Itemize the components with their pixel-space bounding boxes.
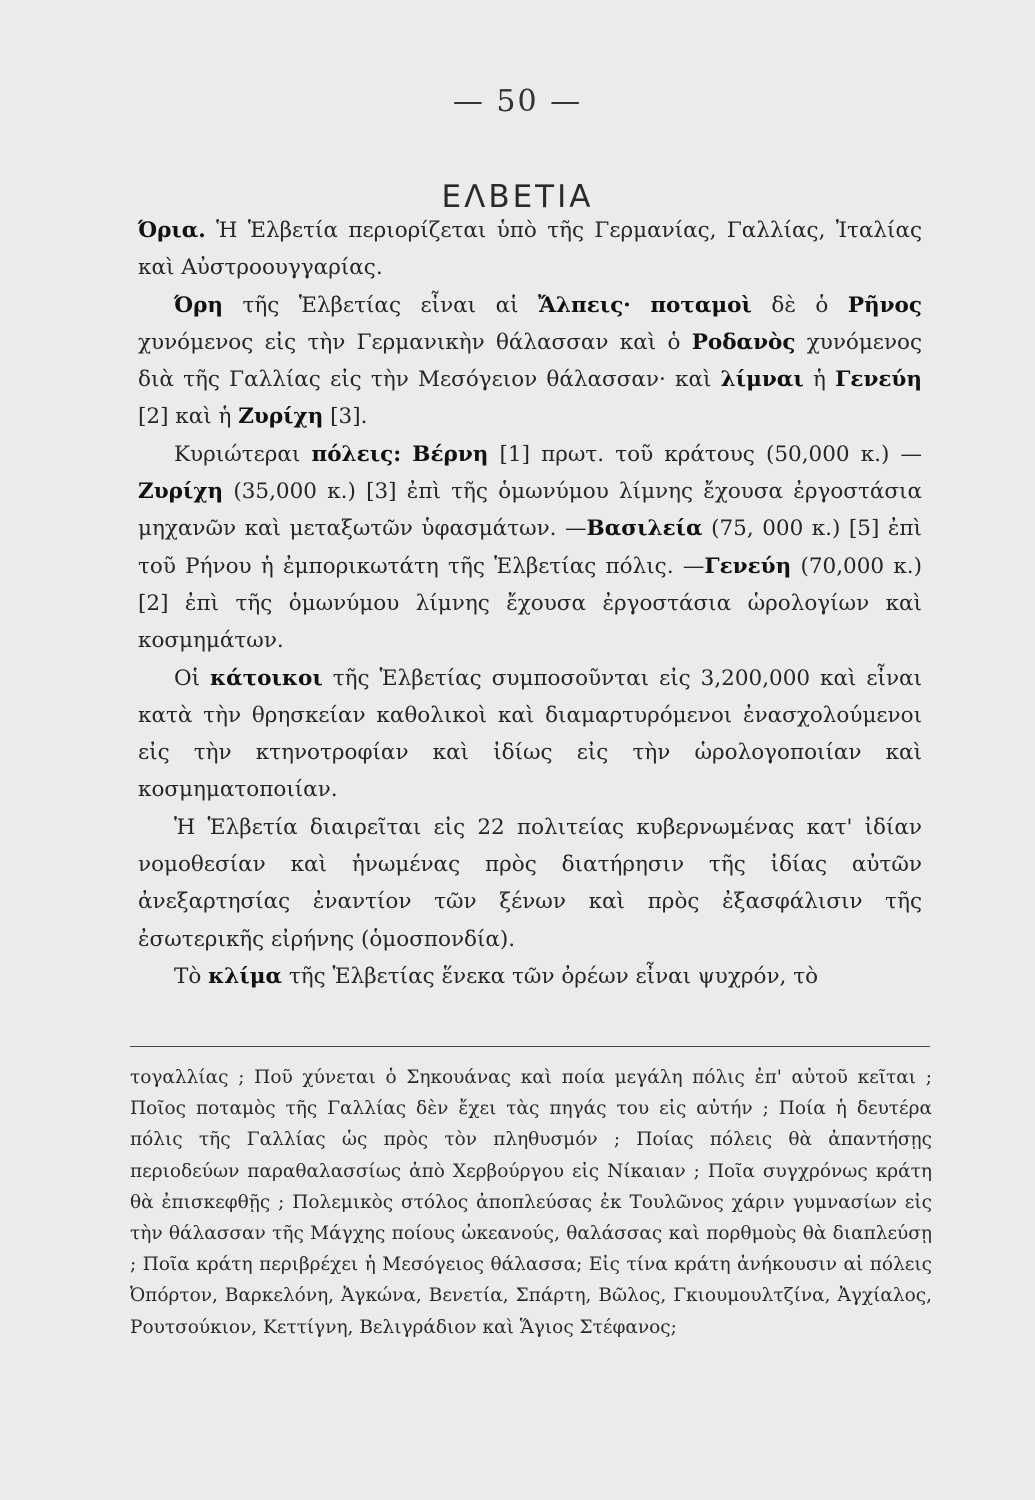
term-climate: κλίμα <box>208 963 282 989</box>
mountains-text-4: χυνόμενος εἰς τὴν Γερμανικὴν θάλασσαν καὶ ὁ <box>138 329 692 355</box>
paragraph-climate <box>138 958 922 995</box>
term-rhine: Ρῆνος <box>847 292 922 318</box>
term-cities: πόλεις: <box>311 441 402 467</box>
term-rivers: ποταμοὶ <box>650 292 752 318</box>
climate-text-2: τῆς Ἑλβετίας ἕνεκα τῶν ὀρέων εἶναι ψυχρόν, τὸ <box>282 963 819 989</box>
term-alps: Ἄλπεις· <box>538 292 631 318</box>
term-mountains: Όρη <box>174 292 223 318</box>
climate-text-1: Τὸ <box>174 963 209 989</box>
cities-text-6: (70,000 κ.) [2] ἐπὶ τῆς ὁμωνύμου λίμνης ἔχουσα ἐργοστάσια ὡρολογίων καὶ κοσμημάτων. <box>138 553 922 654</box>
term-geneva: Γενεύη <box>704 553 792 579</box>
mountains-text-8: [3]. <box>323 404 368 430</box>
footnote-divider <box>130 1046 930 1047</box>
term-zurich-lake: Ζυρίχη <box>238 404 324 430</box>
cities-text-3: [1] πρωτ. τοῦ κράτους (50,000 κ.) — <box>488 441 922 467</box>
term-rhone: Ροδανὸς <box>691 329 796 355</box>
mountains-text-6: ἡ <box>803 367 836 393</box>
inhabitants-text-1: Οἱ <box>174 665 211 691</box>
cities-text-5: (75, 000 κ.) [5] ἐπὶ τοῦ Ρήνου ἡ ἐμπορικωτάτη τῆς Ἑλβετίας πόλις. — <box>138 516 922 579</box>
mountains-text-2 <box>631 293 651 318</box>
footnote <box>130 1062 932 1343</box>
term-bern: Βέρνη <box>412 441 489 467</box>
borders-text: Ἡ Ἑλβετία περιορίζεται ὑπὸ τῆς Γερμανίας, Γαλλίας, Ἰταλίας καὶ Αὐστροουγγαρίας. <box>138 218 922 281</box>
mountains-text-3: δὲ ὁ <box>751 292 848 318</box>
chapter-title: ΕΛΒΕΤΙΑ <box>441 178 594 215</box>
term-inhabitants: κάτοικοι <box>210 665 323 691</box>
term-zurich: Ζυρίχη <box>138 479 224 505</box>
mountains-text-5: χυνόμενος διὰ τῆς Γαλλίας εἰς τὴν Μεσόγειον θάλασσαν· καὶ <box>138 329 922 393</box>
paragraph-borders <box>138 212 922 287</box>
paragraph-government: Ἡ Ἑλβετία διαιρεῖται εἰς 22 πολιτείας κυβερνωμένας κατ' ἰδίαν νομοθεσίαν καὶ ἡνωμένας πρὸς διατήρησιν τῆς ἰδίας αὐτῶν ἀνεξαρτησίας ἐναντίον τῶν ξένων καὶ πρὸς ἐξασφάλισιν τῆς ἐσωτερικῆς εἰρήνης (ὁμοσπονδία). <box>138 814 922 952</box>
cities-text-4: (35,000 κ.) [3] ἐπὶ τῆς ὁμωνύμου λίμνης ἔχουσα ἐργοστάσια μηχανῶν καὶ μεταξωτῶν ὑφασμάτων. — <box>138 479 922 542</box>
term-geneva-lake: Γενεύη <box>835 367 922 393</box>
mountains-text-1: τῆς Ἑλβετίας εἶναι αἱ <box>223 292 539 318</box>
inhabitants-text-2: τῆς Ἑλβετίας συμποσοῦνται εἰς 3,200,000 καὶ εἶναι κατὰ τὴν θρησκείαν καθολικοὶ καὶ διαμαρτυρόμενοι ἐνασχολούμενοι εἰς τὴν κτηνοτροφίαν καὶ ἰδίως εἰς τὴν ὡρολογοποιίαν καὶ κοσμηματοποιίαν. <box>138 665 923 803</box>
term-basel: Βασιλεία <box>586 516 703 542</box>
cities-text-2 <box>401 442 412 467</box>
page-number: — 50 — <box>452 84 583 119</box>
mountains-text-7: [2] καὶ ἡ <box>138 404 239 430</box>
footnote-text: τογαλλίας ; Ποῦ χύνεται ὁ Σηκουάνας καὶ ποία μεγάλη πόλις ἐπ' αὐτοῦ κεῖται ; Ποῖος ποταμὸς τῆς Γαλλίας δὲν ἔχει τὰς πηγάς του εἰς αὐτήν ; Ποία ἡ δευτέρα πόλις τῆς Γαλλίας ὡς πρὸς τὸν πληθυσμόν ; Ποίας πόλεις θὰ ἀπαντήσῃς περιοδεύων παραθαλασσίως ἀπὸ Χερβούργου εἰς Νίκαιαν ; Ποῖα συγχρόνως κράτη θὰ ἐπισκεφθῇς ; Πολεμικὸς στόλος ἀποπλεύσας ἐκ Τουλῶνος χάριν γυμνασίων εἰς τὴν θάλασσαν τῆς Μάγχης ποίους ὠκεανούς, θαλάσσας καὶ πορθμοὺς θὰ διαπλεύσῃ ; Ποῖα κράτη περιβρέχει ἡ Μεσόγειος θάλασσα; Εἰς τίνα κράτη ἀνήκουσιν αἱ πόλεις Ὀπόρτον, Βαρκελόνη, Ἀγκώνα, Βενετία, Σπάρτη, Βῶλος, Γκιουμουλτζίνα, Ἀγχίαλος, Ρουτσούκιον, Κεττίγνη, Βελιγράδιον καὶ Ἅγιος Στέφανος; <box>130 1067 932 1338</box>
cities-text-1: Κυριώτεραι <box>174 441 312 467</box>
paragraph-cities <box>138 436 922 660</box>
term-lakes: λίμναι <box>720 367 804 393</box>
body-text <box>138 212 922 995</box>
paragraph-mountains <box>138 287 922 436</box>
paragraph-inhabitants <box>138 660 922 809</box>
term-borders: Όρια. <box>138 218 206 243</box>
